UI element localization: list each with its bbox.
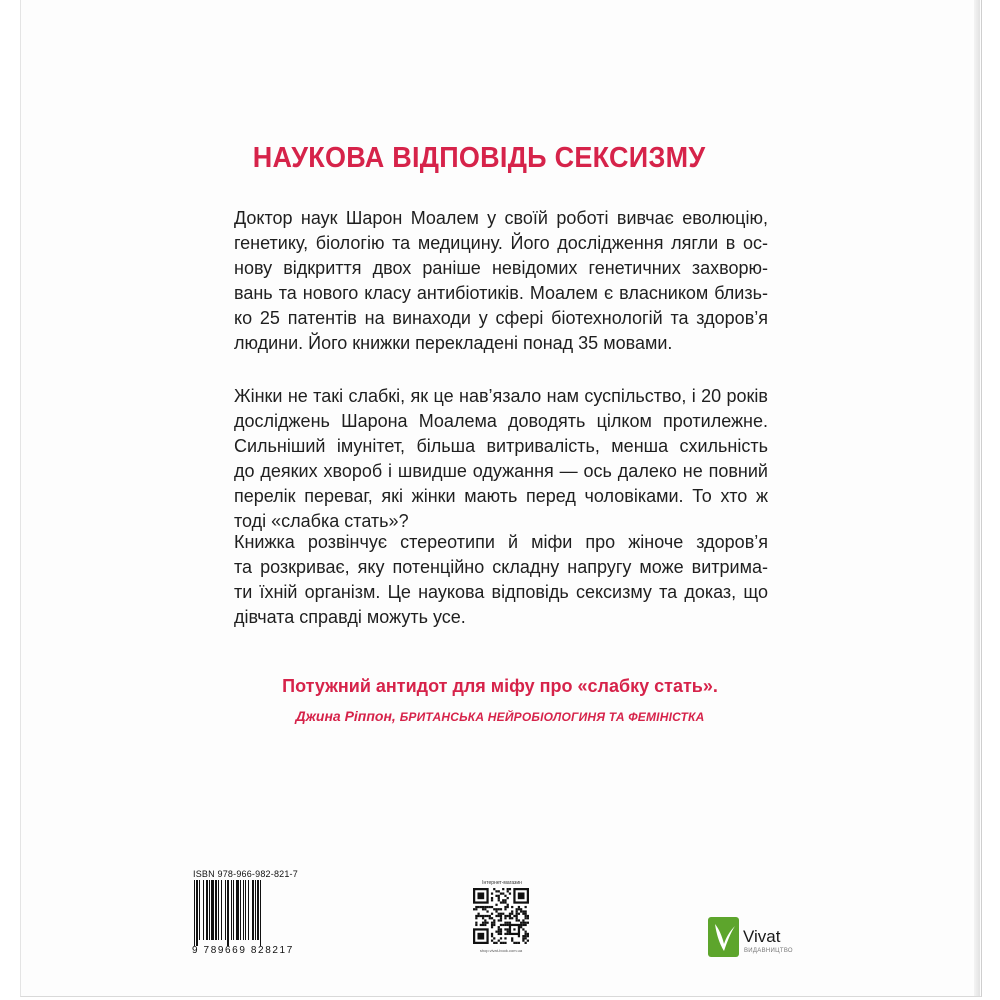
- conclusion-paragraph: [234, 530, 768, 630]
- text-line: нову відкриття двох раніше невідомих генетичних захворю-: [234, 258, 768, 278]
- cover-heading: НАУКОВА ВІДПОВІДЬ СЕКСИЗМУ: [252, 142, 706, 174]
- author-bio-paragraph: [234, 206, 768, 356]
- publisher-sub: ВИДАВНИЦТВО: [744, 948, 793, 954]
- vivat-leaf-icon: [707, 916, 741, 958]
- barcode-number: 9 789669 828217: [192, 945, 294, 956]
- text-line: Доктор наук Шарон Моалем у своїй роботі вивчає еволюцію,: [234, 208, 768, 228]
- quote-attribution: [200, 708, 800, 724]
- qr-code-icon: [473, 888, 529, 944]
- text-line: ти їхній організм. Це наукова відповідь сексизму та доказ, що: [234, 582, 768, 602]
- summary-paragraph: [234, 384, 768, 534]
- text-line: ко 25 патентів на винаходи у сфері біотехнологій та здоров’я: [234, 308, 768, 328]
- text-line: та розкриває, яку потенційно складну напругу може витрима-: [234, 557, 768, 577]
- text-line: Жінки не такі слабкі, як це нав’язало нам суспільство, і 20 років: [234, 386, 768, 406]
- text-line: Книжка розвінчує стереотипи й міфи про жіноче здоров’я: [234, 532, 768, 552]
- cover-edge: [974, 0, 980, 996]
- text-line: перелік переваг, які жінки мають перед чоловіками. То хто ж: [234, 486, 768, 506]
- isbn-label: ISBN 978-966-982-821-7: [193, 869, 298, 879]
- text-line: тоді «слабка стать»?: [234, 511, 409, 531]
- publisher-name: Vivat: [743, 927, 781, 946]
- quote-author-title: БРИТАНСЬКА НЕЙРОБІОЛОГИНЯ ТА ФЕМІНІСТКА: [399, 710, 705, 724]
- barcode-icon: [192, 880, 304, 946]
- text-line: генетику, біологію та медицину. Його дослідження лягли в ос-: [234, 233, 768, 253]
- publisher-logo: [707, 916, 799, 964]
- shop-url: shop.vivat-book.com.ua: [479, 948, 523, 953]
- text-line: Сильніший імунітет, більша витривалість, менша схильність: [234, 436, 768, 456]
- shop-label: Інтернет-магазин: [482, 880, 522, 886]
- text-line: досліджень Шарона Моалема доводять цілком протилежне.: [234, 411, 768, 431]
- quote-author: Джина Ріппон,: [295, 708, 396, 724]
- text-line: людини. Його книжки перекладені понад 35 мовами.: [234, 333, 673, 353]
- blurb-quote: Потужний антидот для міфу про «слабку стать».: [282, 676, 718, 696]
- text-line: до деяких хвороб і швидше одужання — ось далеко не повний: [234, 461, 768, 481]
- text-line: вань та нового класу антибіотиків. Моалем є власником близь-: [234, 283, 768, 303]
- text-line: дівчата справді можуть усе.: [234, 607, 466, 627]
